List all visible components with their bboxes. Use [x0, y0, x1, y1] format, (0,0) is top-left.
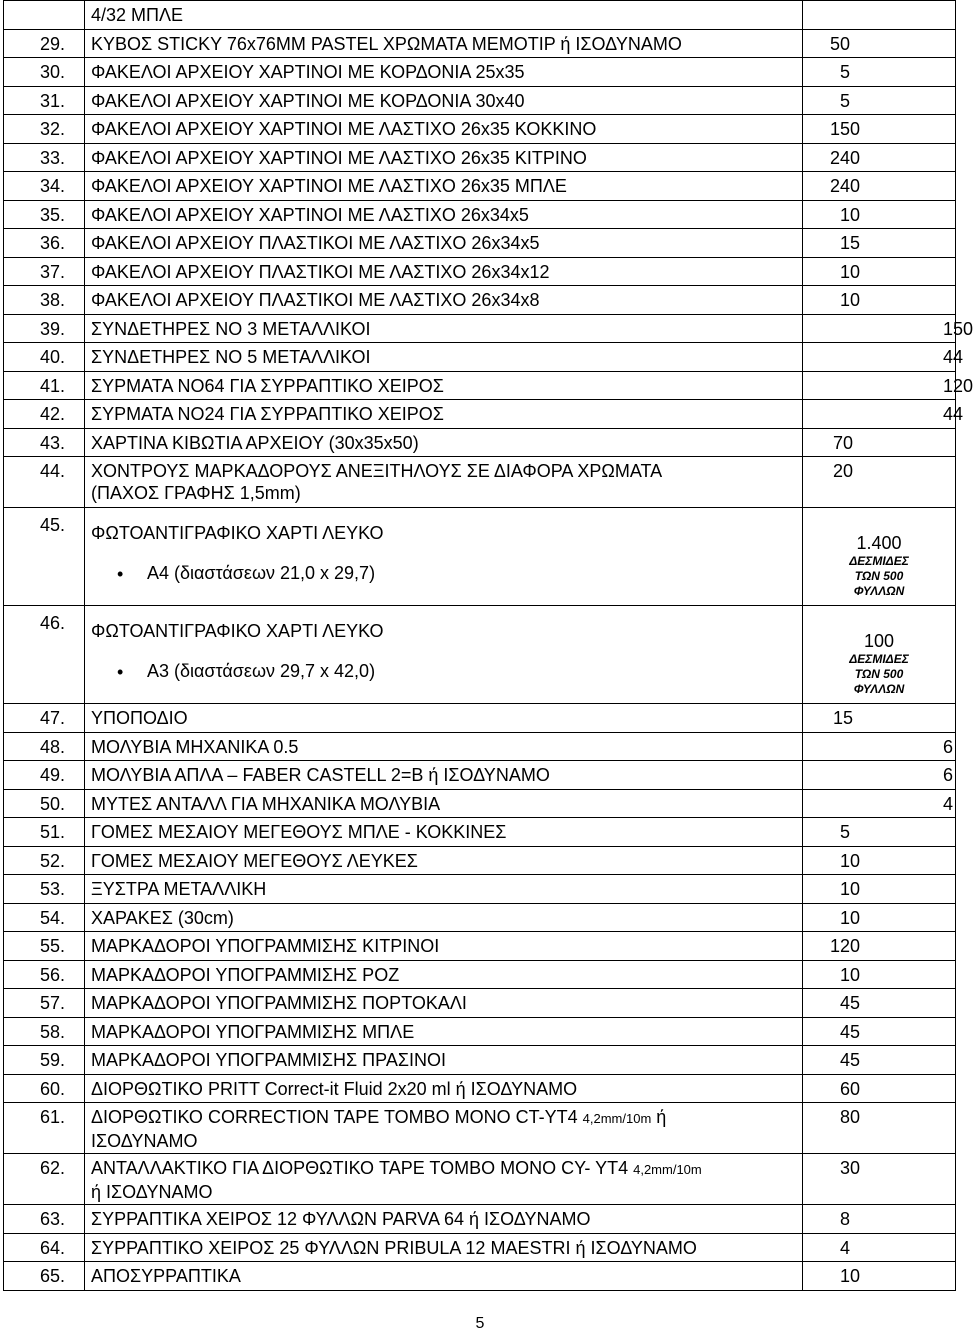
quantity-value: 100: [863, 631, 895, 651]
quantity-value: 10: [840, 290, 861, 310]
row-description: ΥΠΟΠΟΔΙΟ: [85, 704, 803, 733]
quantity-value: 10: [840, 879, 861, 899]
table-row: [4, 200, 956, 229]
desc-spec: 4,2mm/10m: [633, 1162, 702, 1177]
quantity-value: 10: [840, 850, 861, 871]
row-number: 39.: [4, 314, 85, 343]
row-number: 37.: [4, 257, 85, 286]
row-number: 58.: [4, 1017, 85, 1046]
quantity-value: 60: [840, 1078, 861, 1099]
table-row: [4, 257, 956, 286]
unit-label: ΤΩΝ 500: [854, 667, 904, 681]
quantity-value: 5: [840, 822, 851, 842]
row-description: [85, 457, 803, 508]
row-number: [4, 1, 85, 30]
table-row: [4, 58, 956, 87]
row-number: 65.: [4, 1262, 85, 1291]
quantity-value: 150: [943, 318, 973, 339]
quantity-value: 45: [840, 1050, 861, 1070]
row-description: ΧΑΡΑΚΕΣ (30cm): [85, 903, 803, 932]
row-description: [85, 508, 803, 606]
row-quantity: [803, 428, 956, 457]
row-number: 62.: [4, 1154, 85, 1205]
row-quantity: [803, 1, 956, 30]
row-description: ΦΑΚΕΛΟΙ ΑΡΧΕΙΟΥ ΧΑΡΤΙΝΟΙ ΜΕ ΚΟΡΔΟΝΙΑ 25x35: [85, 58, 803, 87]
row-number: 31.: [4, 86, 85, 115]
table-row: [4, 343, 956, 372]
row-number: 55.: [4, 932, 85, 961]
quantity-value: 5: [840, 62, 851, 82]
row-quantity: [803, 58, 956, 87]
row-description: ΜΑΡΚΑΔΟΡΟΙ ΥΠΟΓΡΑΜΜΙΣΗΣ ΚΙΤΡΙΝΟΙ: [85, 932, 803, 961]
table-row: [4, 989, 956, 1018]
bullet-icon: •: [117, 662, 124, 682]
row-quantity: [803, 314, 973, 343]
row-quantity: [803, 257, 956, 286]
row-number: 38.: [4, 286, 85, 315]
row-quantity: [803, 875, 956, 904]
row-number: 32.: [4, 115, 85, 144]
row-number: 60.: [4, 1074, 85, 1103]
table-row: [4, 29, 956, 58]
desc-title: ΦΩΤΟΑΝΤΙΓΡΑΦΙΚΟ ΧΑΡΤΙ ΛΕΥΚΟ: [91, 621, 384, 641]
row-quantity: [803, 86, 956, 115]
table-row: [4, 172, 956, 201]
quantity-value: 120: [830, 936, 861, 956]
table-row: [4, 960, 956, 989]
table-row: [4, 761, 956, 790]
row-quantity: [803, 1074, 956, 1103]
table-row: [4, 86, 956, 115]
row-number: 41.: [4, 371, 85, 400]
row-number: 63.: [4, 1205, 85, 1234]
quantity-value: 44: [943, 404, 964, 424]
quantity-value: 15: [840, 233, 861, 253]
table-row: [4, 371, 956, 400]
quantity-value: 50: [830, 33, 851, 54]
row-description: ΜΟΛΥΒΙΑ ΑΠΛΑ – FABER CASTELL 2=B ή ΙΣΟΔΥΝΑΜΟ: [85, 761, 803, 790]
quantity-value: 4: [943, 793, 954, 814]
row-number: 35.: [4, 200, 85, 229]
row-description: ΦΑΚΕΛΟΙ ΑΡΧΕΙΟΥ ΧΑΡΤΙΝΟΙ ΜΕ ΛΑΣΤΙΧΟ 26x34x5: [85, 200, 803, 229]
quantity-value: 240: [830, 147, 861, 168]
row-number: 44.: [4, 457, 85, 508]
desc-line: ΙΣΟΔΥΝΑΜΟ: [91, 1131, 198, 1151]
row-description: ΦΑΚΕΛΟΙ ΑΡΧΕΙΟΥ ΠΛΑΣΤΙΚΟΙ ΜΕ ΛΑΣΤΙΧΟ 26x34x5: [85, 229, 803, 258]
row-number: 57.: [4, 989, 85, 1018]
bullet-item: [91, 660, 802, 682]
row-number: 53.: [4, 875, 85, 904]
row-description: ΜΟΛΥΒΙΑ ΜΗΧΑΝΙΚΑ 0.5: [85, 732, 803, 761]
row-description: ΣΥΡΜΑΤΑ ΝΟ24 ΓΙΑ ΣΥΡΡΑΠΤΙΚΟ ΧΕΙΡΟΣ: [85, 400, 803, 429]
quantity-value: 30: [840, 1158, 861, 1178]
table-row: [4, 1046, 956, 1075]
quantity-value: 6: [943, 736, 954, 757]
row-number: 29.: [4, 29, 85, 58]
table-row: [4, 1233, 956, 1262]
page-number: 5: [475, 1315, 485, 1332]
desc-line: ΔΙΟΡΘΩΤΙΚΟ CORRECTION TAPE TOMBO MONO CT-YT4: [91, 1107, 583, 1127]
row-quantity: [803, 400, 964, 429]
row-number: 40.: [4, 343, 85, 372]
unit-label: ΦΥΛΛΩΝ: [853, 584, 905, 598]
row-description: ΣΥΝΔΕΤΗΡΕΣ ΝΟ 5 ΜΕΤΑΛΛΙΚΟΙ: [85, 343, 803, 372]
table-row: [4, 903, 956, 932]
row-quantity: [803, 1103, 956, 1154]
row-description: ΦΑΚΕΛΟΙ ΑΡΧΕΙΟΥ ΧΑΡΤΙΝΟΙ ΜΕ ΛΑΣΤΙΧΟ 26x35 ΚΟΚΚΙΝΟ: [85, 115, 803, 144]
table-row: [4, 286, 956, 315]
row-quantity: [803, 761, 956, 790]
row-number: 52.: [4, 846, 85, 875]
table-row: [4, 789, 956, 818]
row-description: ΜΥΤΕΣ ΑΝΤΑΛΛ ΓΙΑ ΜΗΧΑΝΙΚΑ ΜΟΛΥΒΙΑ: [85, 789, 803, 818]
table-row: [4, 428, 956, 457]
row-quantity: [803, 1205, 956, 1234]
table-row: [4, 1205, 956, 1234]
table-row: [4, 1074, 956, 1103]
row-description: [85, 1103, 803, 1154]
table-row: [4, 115, 956, 144]
row-number: 36.: [4, 229, 85, 258]
row-quantity: [803, 457, 956, 508]
row-description: ΣΥΡΡΑΠΤΙΚΑ ΧΕΙΡΟΣ 12 ΦΥΛΛΩΝ PARVA 64 ή ΙΣΟΔΥΝΑΜΟ: [85, 1205, 803, 1234]
table-row: [4, 932, 956, 961]
table-row: [4, 1154, 956, 1205]
table-row: [4, 846, 956, 875]
row-description: 4/32 ΜΠΛΕ: [85, 1, 803, 30]
row-description: ΣΥΡΡΑΠΤΙΚΟ ΧΕΙΡΟΣ 25 ΦΥΛΛΩΝ PRIBULA 12 MAESTRI ή ΙΣΟΔΥΝΑΜΟ: [85, 1233, 803, 1262]
row-description: ΓΟΜΕΣ ΜΕΣΑΙΟΥ ΜΕΓΕΘΟΥΣ ΜΠΛΕ - ΚΟΚΚΙΝΕΣ: [85, 818, 803, 847]
quantity-value: 15: [833, 708, 854, 728]
table-row: [4, 314, 956, 343]
row-number: 47.: [4, 704, 85, 733]
quantity-value: 150: [830, 119, 861, 139]
quantity-value: 240: [830, 176, 861, 196]
table-row: [4, 1262, 956, 1291]
row-description: ΔΙΟΡΘΩΤΙΚΟ PRITT Correct-it Fluid 2x20 ml ή ΙΣΟΔΥΝΑΜΟ: [85, 1074, 803, 1103]
table-row: [4, 1103, 956, 1154]
bullet-icon: •: [117, 564, 124, 584]
table-row: [4, 606, 956, 704]
items-table: [3, 0, 973, 1291]
table-row: [4, 732, 956, 761]
table-row: [4, 704, 956, 733]
quantity-value: 45: [840, 993, 861, 1013]
row-quantity: [803, 732, 956, 761]
row-description: ΦΑΚΕΛΟΙ ΑΡΧΕΙΟΥ ΠΛΑΣΤΙΚΟΙ ΜΕ ΛΑΣΤΙΧΟ 26x34x12: [85, 257, 803, 286]
row-quantity: [803, 1154, 956, 1205]
row-number: 48.: [4, 732, 85, 761]
desc-title: ΦΩΤΟΑΝΤΙΓΡΑΦΙΚΟ ΧΑΡΤΙ ΛΕΥΚΟ: [91, 523, 384, 543]
row-quantity: [803, 606, 956, 704]
row-number: 56.: [4, 960, 85, 989]
quantity-value: 10: [840, 907, 861, 928]
row-quantity: [803, 989, 956, 1018]
row-number: 51.: [4, 818, 85, 847]
row-number: 50.: [4, 789, 85, 818]
row-quantity: [803, 818, 956, 847]
bullet-item: [91, 562, 802, 584]
unit-label: ΦΥΛΛΩΝ: [853, 682, 905, 696]
row-description: ΧΑΡΤΙΝΑ ΚΙΒΩΤΙΑ ΑΡΧΕΙΟΥ (30x35x50): [85, 428, 803, 457]
row-description: ΦΑΚΕΛΟΙ ΑΡΧΕΙΟΥ ΧΑΡΤΙΝΟΙ ΜΕ ΛΑΣΤΙΧΟ 26x35 ΜΠΛΕ: [85, 172, 803, 201]
row-number: 30.: [4, 58, 85, 87]
unit-label: ΔΕΣΜΙΔΕΣ: [849, 652, 909, 666]
quantity-value: 4: [840, 1237, 851, 1258]
row-quantity: [803, 371, 973, 400]
row-description: ΜΑΡΚΑΔΟΡΟΙ ΥΠΟΓΡΑΜΜΙΣΗΣ ΜΠΛΕ: [85, 1017, 803, 1046]
row-number: 54.: [4, 903, 85, 932]
quantity-value: 70: [833, 432, 854, 453]
quantity-value: 10: [840, 964, 861, 985]
row-number: 64.: [4, 1233, 85, 1262]
row-description: [85, 606, 803, 704]
row-number: 46.: [4, 606, 85, 704]
quantity-value: 10: [840, 204, 861, 225]
row-quantity: [803, 903, 956, 932]
row-quantity: [803, 789, 956, 818]
desc-line: ή ΙΣΟΔΥΝΑΜΟ: [91, 1182, 213, 1202]
row-number: 45.: [4, 508, 85, 606]
row-quantity: [803, 1046, 956, 1075]
quantity-value: 44: [943, 347, 964, 367]
row-description: ΞΥΣΤΡΑ ΜΕΤΑΛΛΙΚΗ: [85, 875, 803, 904]
desc-line: (ΠΑΧΟΣ ΓΡΑΦΗΣ 1,5mm): [91, 483, 301, 503]
row-quantity: [803, 172, 956, 201]
quantity-value: 8: [840, 1209, 851, 1229]
row-quantity: [803, 960, 956, 989]
row-description: ΦΑΚΕΛΟΙ ΑΡΧΕΙΟΥ ΧΑΡΤΙΝΟΙ ΜΕ ΚΟΡΔΟΝΙΑ 30x40: [85, 86, 803, 115]
table-row: [4, 1, 956, 30]
desc-line: ΧΟΝΤΡΟΥΣ ΜΑΡΚΑΔΟΡΟΥΣ ΑΝΕΞΙΤΗΛΟΥΣ ΣΕ ΔΙΑΦΟΡΑ ΧΡΩΜΑΤΑ: [91, 461, 663, 481]
unit-label: ΤΩΝ 500: [854, 569, 904, 583]
row-description: ΓΟΜΕΣ ΜΕΣΑΙΟΥ ΜΕΓΕΘΟΥΣ ΛΕΥΚΕΣ: [85, 846, 803, 875]
table-row: [4, 875, 956, 904]
row-number: 34.: [4, 172, 85, 201]
row-quantity: [803, 704, 956, 733]
row-quantity: [803, 932, 956, 961]
row-quantity: [803, 229, 956, 258]
row-number: 61.: [4, 1103, 85, 1154]
row-description: ΜΑΡΚΑΔΟΡΟΙ ΥΠΟΓΡΑΜΜΙΣΗΣ ΠΡΑΣΙΝΟΙ: [85, 1046, 803, 1075]
unit-label: ΔΕΣΜΙΔΕΣ: [849, 554, 909, 568]
row-quantity: [803, 143, 956, 172]
row-quantity: [803, 29, 956, 58]
table-row: [4, 229, 956, 258]
row-quantity: [803, 1262, 956, 1291]
table-row: [4, 1017, 956, 1046]
row-quantity: [803, 200, 956, 229]
desc-spec: 4,2mm/10m: [582, 1111, 652, 1126]
table-row: [4, 400, 956, 429]
row-number: 42.: [4, 400, 85, 429]
row-quantity: [803, 115, 956, 144]
quantity-value: 10: [840, 261, 861, 282]
row-description: ΜΑΡΚΑΔΟΡΟΙ ΥΠΟΓΡΑΜΜΙΣΗΣ ΠΟΡΤΟΚΑΛΙ: [85, 989, 803, 1018]
row-quantity: [803, 1233, 956, 1262]
row-description: ΦΑΚΕΛΟΙ ΑΡΧΕΙΟΥ ΠΛΑΣΤΙΚΟΙ ΜΕ ΛΑΣΤΙΧΟ 26x34x8: [85, 286, 803, 315]
quantity-value: 5: [840, 90, 851, 111]
table-row: [4, 508, 956, 606]
row-quantity: [803, 1017, 956, 1046]
table-row: [4, 457, 956, 508]
row-description: ΑΠΟΣΥΡΡΑΠΤΙΚΑ: [85, 1262, 803, 1291]
row-description: ΜΑΡΚΑΔΟΡΟΙ ΥΠΟΓΡΑΜΜΙΣΗΣ ΡΟΖ: [85, 960, 803, 989]
row-number: 43.: [4, 428, 85, 457]
row-quantity: [803, 846, 956, 875]
row-description: ΦΑΚΕΛΟΙ ΑΡΧΕΙΟΥ ΧΑΡΤΙΝΟΙ ΜΕ ΛΑΣΤΙΧΟ 26x35 ΚΙΤΡΙΝΟ: [85, 143, 803, 172]
desc-line-end: ή: [651, 1107, 667, 1127]
row-quantity: [803, 286, 956, 315]
row-quantity: [803, 343, 964, 372]
row-number: 33.: [4, 143, 85, 172]
row-quantity: [803, 508, 956, 606]
quantity-value: 6: [943, 765, 954, 785]
quantity-value: 80: [840, 1107, 861, 1127]
row-number: 49.: [4, 761, 85, 790]
quantity-value: 10: [840, 1266, 861, 1286]
row-description: ΣΥΝΔΕΤΗΡΕΣ ΝΟ 3 ΜΕΤΑΛΛΙΚΟΙ: [85, 314, 803, 343]
quantity-value: 45: [840, 1021, 861, 1042]
bullet-text: Α3 (διαστάσεων 29,7 x 42,0): [147, 661, 376, 681]
table-row: [4, 143, 956, 172]
row-description: ΣΥΡΜΑΤΑ ΝΟ64 ΓΙΑ ΣΥΡΡΑΠΤΙΚΟ ΧΕΙΡΟΣ: [85, 371, 803, 400]
quantity-value: 120: [943, 375, 973, 396]
quantity-value: 20: [833, 461, 854, 481]
row-number: 59.: [4, 1046, 85, 1075]
bullet-text: Α4 (διαστάσεων 21,0 x 29,7): [147, 563, 376, 583]
row-description: ΚΥΒΟΣ STICKY 76x76MM PASTEL ΧΡΩΜΑΤΑ ΜΕΜΟΤΙΡ ή ΙΣΟΔΥΝΑΜΟ: [85, 29, 803, 58]
table-row: [4, 818, 956, 847]
row-description: [85, 1154, 803, 1205]
quantity-value: 1.400: [856, 533, 902, 553]
desc-line: ΑΝΤΑΛΛΑΚΤΙΚΟ ΓΙΑ ΔΙΟΡΘΩΤΙΚΟ TAPE TOMBO MONO CY- YT4: [91, 1158, 634, 1178]
